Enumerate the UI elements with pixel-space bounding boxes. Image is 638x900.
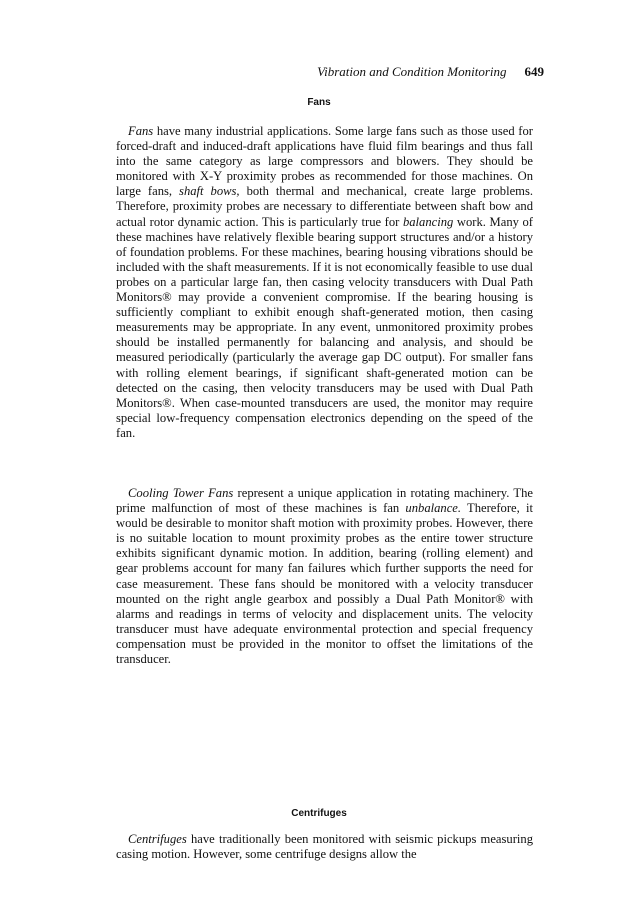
paragraph-cooling-tower-fans bbox=[116, 486, 533, 667]
running-head-title: Vibration and Condition Monitoring bbox=[317, 64, 507, 79]
paragraph-text: both thermal and mechanical, create large problems. Therefore, proximity probes are necessary to differentiate between shaft bow and actual rotor dynamic action. This is particularly true for bbox=[116, 184, 534, 229]
page-number: 649 bbox=[524, 64, 544, 79]
paragraph-text: Therefore, it would be desirable to monitor shaft motion with proximity probes. However, there is no suitable location to mount proximity probes as the entire tower structure exhibits significant dynamic motion. In addition, bearing (rolling element) and gear problems account for many fan failures which further supports the need for case measurement. These fans should be monitored with a velocity transducer mounted on the right angle gearbox and possibly a Dual Path Monitor® with alarms and readings in terms of velocity and displacement units. The velocity transducer must have adequate environmental protection and special frequency compensation must be provided in the monitor to offset the limitations of the transducer. bbox=[116, 501, 533, 667]
term-shaft-bows: shaft bows, bbox=[179, 184, 240, 199]
term-centrifuges: Centrifuges bbox=[128, 832, 187, 846]
term-cooling-tower-fans: Cooling Tower Fans bbox=[128, 486, 234, 500]
section-heading-fans: Fans bbox=[307, 97, 331, 108]
paragraph-text: represent a unique application in rotating machinery. The prime malfunction of most of these machines is fan bbox=[116, 486, 533, 516]
term-balancing: balancing bbox=[402, 214, 454, 229]
paragraph-text: work. Many of these machines have relatively flexible bearing support structures and/or a history of foundation problems. For these machines, bearing housing vibrations should be included with the shaft measurements. If it is not economically feasible to use dual probes on a particular large fan, then casing velocity transducers with Dual Path Monitors® may provide a convenient compromise. If the bearing housing is sufficiently compliant to exhibit enough shaft-generated motion, then casing measurements may be appropriate. In any event, unmonitored proximity probes should be installed permanently for balancing and analysis, and should be measured periodically (particularly the average gap DC output). For smaller fans with rolling element bearings, if significant shaft-generated motion can be detected on the casing, then velocity transducers may be used with Dual Path Monitors®. When case-mounted transducers are used, the monitor may require special low-frequency compensation electronics depending on the speed of the fan. bbox=[116, 214, 533, 440]
paragraph-fans bbox=[116, 124, 533, 441]
paragraph-text: have traditionally been monitored with seismic pickups measuring casing motion. However, some centrifuge designs allow the bbox=[116, 832, 533, 862]
paragraph-text: have many industrial applications. Some large fans such as those used for forced-draft and induced-draft applications have fluid film bearings and thus fall into the same category as large compressors and blowers. They should be monitored with X-Y proximity probes as recommended for those machines. On large fans, bbox=[116, 124, 533, 199]
paragraph-centrifuges bbox=[116, 832, 533, 862]
section-heading-centrifuges: Centrifuges bbox=[291, 808, 347, 819]
running-head bbox=[317, 64, 544, 80]
term-unbalance: unbalance. bbox=[405, 501, 462, 516]
term-fans: Fans bbox=[128, 124, 154, 138]
